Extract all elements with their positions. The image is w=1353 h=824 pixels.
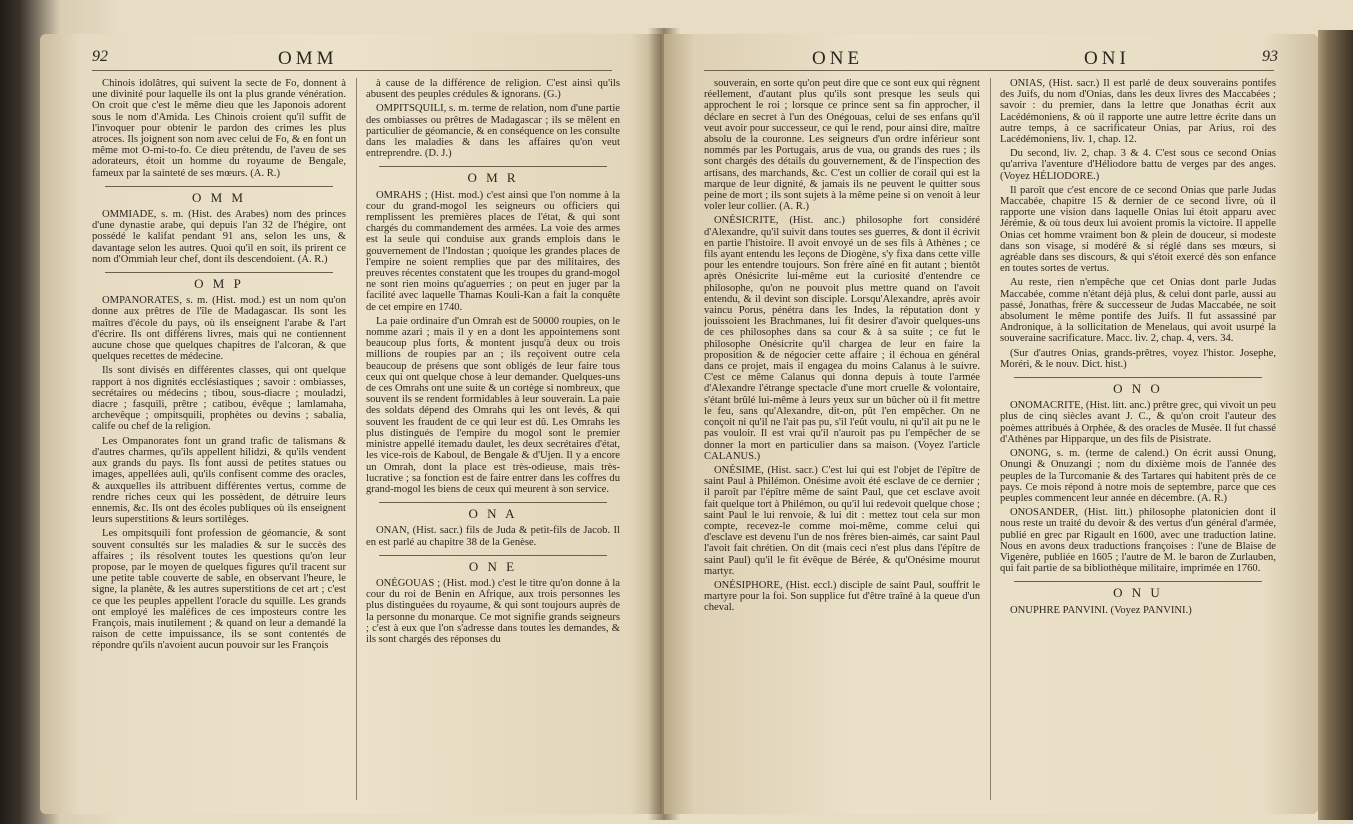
article-paragraph: Les Ompanorates font un grand trafic de talismans & d'autres charmes, qu'ils appellent hilidzi, & qu'ils vendent aux grands du pays. Ils font aussi de petites statues ou images, appellées auli, qu'ils confisent comme des oracles, & auxquelles ils attribuent différentes vertus, comme de rendre riches ceux qui les possèdent, de détruire leurs ennemis, &c. Ils ont des écoles publiques où ils enseignent leurs superstitions & leurs sortilèges. [92, 435, 346, 526]
article-paragraph: Chinois idolâtres, qui suivent la secte de Fo, donnent à une divinité pour laquelle ils ont la plus grande vénération. On croit que c'est le même dieu que les Japonois adorent sous le nom d'Amida. Les Chinois croient qu'il suffit de l'invoquer pour obtenir le pardon des crimes les plus atroces. Ils joignent son nom avec celui de Fo, & en font un même mot O-mi-to-fo. Ce dieu prétendu, de l'aveu de ses adorateurs, étoit un homme du royaume de Bengale, fameux par la sainteté de ses mœurs. (A. R.) [92, 78, 346, 179]
right-page [664, 34, 1318, 814]
article-paragraph: ONOMACRITE, (Hist. litt. anc.) prêtre grec, qui vivoit un peu plus de cinq siècles avant J. C., & qu'on croit l'auteur des poèmes attribués à Orphée, & des oracles de Musée. Il fut chassé d'Athènes par Hipparque, un des fils de Pisistrate. [1000, 400, 1276, 445]
left-header-rule [92, 70, 612, 71]
right-column-1 [704, 78, 980, 806]
right-column-2 [1000, 78, 1276, 806]
article-paragraph: OMRAHS ; (Hist. mod.) c'est ainsi que l'on nomme à la cour du grand-mogol les seigneurs ou officiers qui remplissent les premières places de l'état, & qui sont chargés du commandement des armées. La voie des armes est la seule qui conduise aux grands emplois dans le gouvernement de l'Indostan ; quoique les grandes places de l'empire ne soient remplies que par des militaires, des preuves récentes constatent que les troupes du grand-mogol ne sont rien moins qu'aguerries ; on peut en juger par la facilité avec laquelle Thamas Kouli-Kan a fait la conquête de cet empire en 1740. [366, 189, 620, 313]
article-paragraph: Ils sont divisés en différentes classes, qui ont quelque rapport à nos dignités ecclésiastiques ; savoir : ombiasses, secrétaires ou médecins ; tibou, sous-diacre ; mouladzi, diacre ; fasquili, prêtre ; catibou, évêque ; lamlamaha, archevêque ; ompitsquili, prophètes ou devins ; sabalia, calife ou chef de la religion. [92, 365, 346, 433]
article-paragraph: à cause de la différence de religion. C'est ainsi qu'ils abusent des peuples crédules & ignorans. (G.) [366, 78, 620, 101]
right-column-divider [990, 78, 991, 800]
left-page [40, 34, 662, 814]
article-paragraph: ONÉSICRITE, (Hist. anc.) philosophe fort considéré d'Alexandre, qu'il suivit dans toutes ses guerres, & dont il écrivit en partie l'histoire. Il avoit envoyé un de ses fils à Athènes ; ce fils ayant entendu les leçons de Diogène, s'y fixa dans cette ville pour les entendre toujours. Son frère aîné en fit autant ; bientôt après Onésicrite lui-même eut la curiosité d'entendre ce philosophe, qu'on ne pouvoit plus mettre quand on l'avoit entendu, & il devint son disciple. Lorsqu'Alexandre, après avoir vaincu Porus, pénétra dans les Indes, la réputation dont y jouissoient les Brachmanes, lui fit desirer d'avoir quelques-uns de ces philosophes dans sa cour & à sa suite ; ce fut le philosophe Onésicrite qu'il chargea de leur en faire la proposition & de négocier cette affaire ; il échoua en général dans ce projet, mais il engagea du moins Calanus à le suivre. C'est ce même Calanus qui donna depuis à toute l'armée d'Alexandre l'étrange spectacle d'une mort cruelle & volontaire, s'étant brûlé lui-même à leurs yeux sur un bûcher où il fit mettre le feu, sans qu'Alexandre, dit-on, pût l'en empêcher. On ne conçoit ni qu'il ne l'ait pas pu, s'il l'eût voulu, ni qu'il ait pu ne le pas vouloir. Il est vrai qu'il n'auroit pas pu l'empêcher de se donner la mort en particulier dans sa maison. (Voyez l'article CALANUS.) [704, 215, 980, 462]
article-paragraph: ONOSANDER, (Hist. litt.) philosophe platonicien dont il nous reste un traité du devoir & des vertus d'un général d'armée, publié en grec par Rigault en 1600, avec une traduction latine. Nous en avons deux traductions françoises : l'une de Blaise de Vigenère, publiée en 1605 ; l'autre de M. le baron de Zurlauben, qui fait partie de sa bibliothèque militaire, imprimée en 1760. [1000, 507, 1276, 575]
section-heading: O M M [92, 186, 346, 203]
right-page-number: 93 [1262, 48, 1278, 65]
article-paragraph: Il paroît que c'est encore de ce second Onias que parle Judas Maccabée, chapitre 15 & dernier de ce second livre, où il rapporte une vision dans laquelle Onias lui étoit apparu avec Jérémie, & où tous deux lui avoient promis la victoire. Il appelle Onias cet homme vraiment bon & plein de douceur, si modeste dans son visage, si modéré & si réglé dans ses mœurs, si agréable dans ses discours, & qui s'étoit exercé dès son enfance en toutes sortes de vertus. [1000, 184, 1276, 275]
section-heading: O N O [1000, 377, 1276, 394]
right-header-rule [704, 70, 1274, 71]
article-paragraph: OMMIADE, s. m. (Hist. des Arabes) nom des princes d'une dynastie arabe, qui depuis l'an 32 de l'hégire, ont possédé le kalifat pendant 91 ans, selon les uns, & davantage selon les autres. Quoi qu'il en soit, ils prirent ce nom d'Ommiah leur chef, dont ils descendoient. (A. R.) [92, 209, 346, 265]
article-paragraph: ONUPHRE PANVINI. (Voyez PANVINI.) [1010, 604, 1192, 616]
section-heading: O M R [366, 166, 620, 183]
article-paragraph: souverain, en sorte qu'on peut dire que ce sont eux qui règnent réellement, d'autant plus qu'ils sont presque les seuls qui approchent le roi ; lorsque ce prince sent sa fin approcher, il déclare en secret à l'un des Onégouas, celui de ses enfans qu'il veut avoir pour successeur, ce qui le rend, pour ainsi dire, maître absolu de la couronne. Les seigneurs d'un ordre inférieur sont nommés par les Portugais, arus de vua, ou grands des rues ; ils sont chargés des détails du gouvernement, & de l'inspection des artisans, des marchands, &c. C'est un collier de corail qui est la marque de leur dignité, & jamais ils ne peuvent le quitter sous peine de mort ; ils sont sujets à la même peine si on venoit à leur voler leur collier. (A. R.) [704, 78, 980, 213]
left-column-divider [356, 78, 357, 800]
article-paragraph: La paie ordinaire d'un Omrah est de 50000 roupies, on le nomme azari ; mais il y en a dont les appointemens sont beaucoup plus forts, & montent jusqu'à deux ou trois millions de roupies par an ; ils reçoivent outre cela beaucoup de présens que sont obligés de leur faire tous ceux qui ont quelque chose à leur demander. Quelques-uns de ces Omrahs ont une suite & un cortège si nombreux, que souvent ils se rendent formidables à leur souverain. La paie des soldats dépend des Omrahs qui les ont levés, & qui souvent les fraudent de ce qui leur est dû. Les Omrahs les plus distingués de l'empire du mogol sont le premier ministre appellé itemadu daulet, les deux secrétaires d'état, les vice-rois de Kaboul, de Bengale & d'Ujen. Il y a encore un Omrah, dont la place est très-odieuse, mais très-lucrative ; sa fonction est de faire entrer dans les coffres du grand-mogol les biens de ceux qui meurent à son service. [366, 315, 620, 495]
article-paragraph: ONÉSIME, (Hist. sacr.) C'est lui qui est l'objet de l'épître de saint Paul à Philémon. Onésime avoit été esclave de ce dernier ; il paroît par l'épître même de saint Paul, que cet esclave avoit fait quelque tort à Philémon, ou qu'il lui redevoit quelque chose ; saint Paul le lui renvoie, & lui dit : mettez tout cela sur mon compte, recevez-le comme moi-même, comme celui qui d'esclave est devenu l'un de nos frères bien-aimés, car saint Paul l'avoit fait chrétien. On dit (mais ceci n'est plus dans l'épître de saint Paul) qu'il le fit évêque de Bérée, & qu'Onésime mourut martyr. [704, 464, 980, 577]
article-paragraph: ONIAS, (Hist. sacr.) Il est parlé de deux souverains pontifes des Juifs, du nom d'Onias, dans les deux livres des Maccabées ; savoir : du premier, dans la lettre que Jonathas écrit aux Lacédémoniens, & où il rapporte une autre lettre écrite dans un autre temps, à ce sacrificateur Onias, par Arius, roi des Lacédémoniens, liv. 1, chap. 12. [1000, 78, 1276, 146]
left-running-head: OMM [278, 48, 338, 69]
article-paragraph: ONONG, s. m. (terme de calend.) On écrit aussi Onung, Onungi & Onuzangi ; nom du dixième mois de l'année des peuples de la Turcomanie & des Tartares qui habitent près de ce pays. Ce mois répond à notre mois de septembre, parce que ces peuples commencent leur année en décembre. (A. R.) [1000, 448, 1276, 504]
left-page-number: 92 [92, 48, 108, 65]
article-paragraph: ONAN, (Hist. sacr.) fils de Juda & petit-fils de Jacob. Il en est parlé au chapitre 38 de la Genèse. [366, 525, 620, 548]
left-column-1 [92, 78, 346, 806]
article-paragraph: Au reste, rien n'empêche que cet Onias dont parle Judas Maccabée, comme n'étant déjà plus, & celui dont parle, aussi au passé, Jonathas, frère & successeur de Judas Maccabée, ne soit absolument le même pontife des Juifs. Il fut assassiné par Andronique, à la sollicitation de Menelaus, qui avoit usurpé la souveraine sacrificature. Macc. liv. 2, chap. 4, vers. 34. [1000, 277, 1276, 345]
article-paragraph: ONÉGOUAS ; (Hist. mod.) c'est le titre qu'on donne à la cour du roi de Benin en Afrique, aux trois personnes les plus distinguées du royaume, & qui sont toujours auprès de la personne du monarque. Ce mot signifie grands seigneurs ; c'est à eux que l'on s'adresse dans toutes les demandes, & ils sont chargés des réponses du [366, 577, 620, 645]
right-running-head-left: ONE [812, 48, 864, 69]
section-heading: O N E [366, 555, 620, 572]
page-edges [1318, 30, 1353, 820]
section-heading: O N U [1000, 581, 1276, 598]
article-paragraph: ONÉSIPHORE, (Hist. eccl.) disciple de saint Paul, souffrit le martyre pour la foi. Son supplice fut d'être traîné à la queue d'un cheval. [704, 579, 980, 614]
left-column-2 [366, 78, 620, 806]
article-paragraph: OMPANORATES, s. m. (Hist. mod.) est un nom qu'on donne aux prêtres de l'île de Madagascar. Ils sont les maîtres d'école du pays, où ils enseignent l'arabe & l'art d'écrire. Ils ont différens livres, mais qui ne contiennent aucune chose que quelques chapitres de l'alcoran, & que quelques recettes de médecine. [92, 295, 346, 363]
right-running-head-right: ONI [1084, 48, 1130, 69]
article-paragraph: OMPITSQUILI, s. m. terme de relation, nom d'une partie des ombiasses ou prêtres de Madagascar ; ils se mêlent en particulier de géomancie, & en conséquence on les consulte dans les maladies & dans les affaires qu'on veut entreprendre. (D. J.) [366, 103, 620, 160]
article-paragraph: Les ompitsquili font profession de géomancie, & sont souvent consultés sur les maladies & sur le succès des affaires ; ils résolvent toutes les questions qu'on leur propose, par le moyen de quelques figures qu'il tracent sur une petite table couverte de sable, en observant l'heure, le signe, la planète, & les autres superstitions de cet art ; c'est ce que les peuples appellent l'oracle du squille. Les grands ont employé les maléfices de ces imposteurs contre les François, mais inutilement ; & quand on leur a demandé la raison de cette impuissance, ils se sont contentés de répondre qu'ils n'avoient aucun pouvoir sur les François [92, 528, 346, 652]
section-heading: O M P [92, 272, 346, 289]
section-heading: O N A [366, 502, 620, 519]
article-paragraph: (Sur d'autres Onias, grands-prêtres, voyez l'histor. Josephe, Moréri, & le nouv. Dict. hist.) [1000, 347, 1276, 370]
article-paragraph: Du second, liv. 2, chap. 3 & 4. C'est sous ce second Onias qu'arriva l'aventure d'Héliodore battu de verges par des anges. (Voyez HÉLIODORE.) [1000, 148, 1276, 182]
